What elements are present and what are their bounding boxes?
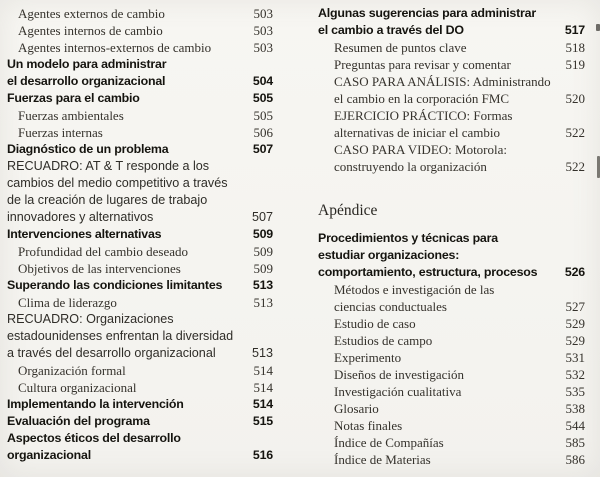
entry-title: Diseños de investigación <box>334 367 464 382</box>
toc-entry <box>7 294 273 311</box>
scan-edge-artifact <box>596 24 600 31</box>
entry-title: RECUADRO: AT & T responde a los <box>7 159 210 173</box>
entry-page-number: 586 <box>565 452 585 467</box>
entry-title: Apéndice <box>318 202 378 219</box>
toc-entry <box>7 107 273 124</box>
toc-column-left <box>7 5 273 464</box>
entry-page-number: 503 <box>253 6 273 21</box>
entry-page-number: 515 <box>252 414 273 428</box>
entry-title: construyendo la organización <box>334 159 487 174</box>
entry-title: Experimento <box>334 350 402 365</box>
entry-title: Agentes externos de cambio <box>18 6 165 21</box>
toc-entry <box>318 56 585 73</box>
toc-entry <box>318 417 585 434</box>
entry-page-number: 503 <box>253 23 273 38</box>
entry-title: Evaluación del programa <box>7 414 150 428</box>
entry-page-number: 532 <box>565 367 585 382</box>
toc-entry <box>7 379 273 396</box>
toc-entry <box>318 141 585 158</box>
toc-entry <box>7 56 273 73</box>
toc-entry <box>318 383 585 400</box>
entry-title: Preguntas para revisar y comentar <box>334 57 511 72</box>
toc-entry <box>7 328 273 345</box>
toc-entry <box>318 451 585 468</box>
entry-page-number: 585 <box>565 435 585 450</box>
toc-entry <box>7 243 273 260</box>
entry-title: Notas finales <box>334 418 403 433</box>
toc-entry <box>7 73 273 90</box>
entry-title: el cambio a través del DO <box>318 23 464 37</box>
toc-entry <box>7 209 273 226</box>
entry-title: de la creación de lugares de trabajo <box>7 193 208 207</box>
entry-title: Fuerzas internas <box>18 125 103 140</box>
entry-page-number: 506 <box>253 125 273 140</box>
toc-entry <box>318 107 585 124</box>
entry-page-number: 522 <box>565 125 585 140</box>
entry-title: Fuerzas para el cambio <box>7 91 140 105</box>
entry-page-number: 507 <box>251 210 273 224</box>
toc-entry <box>7 192 273 209</box>
toc-entry <box>7 39 273 56</box>
toc-entry <box>318 298 585 315</box>
entry-title: Agentes internos de cambio <box>18 23 163 38</box>
toc-entry <box>7 90 273 107</box>
entry-title: Diagnóstico de un problema <box>7 142 169 156</box>
entry-title: Procedimientos y técnicas para <box>318 231 498 245</box>
toc-entry <box>318 315 585 332</box>
entry-page-number: 517 <box>564 23 585 37</box>
entry-title: Estudio de caso <box>334 316 416 331</box>
entry-title: organizacional <box>7 448 91 462</box>
entry-page-number: 538 <box>565 401 585 416</box>
entry-page-number: 514 <box>253 380 273 395</box>
entry-page-number: 509 <box>253 244 273 259</box>
toc-entry <box>7 260 273 277</box>
entry-page-number: 529 <box>565 316 585 331</box>
entry-title: Resumen de puntos clave <box>334 40 467 55</box>
entry-page-number: 513 <box>252 278 273 292</box>
entry-page-number: 526 <box>564 265 585 279</box>
entry-page-number: 529 <box>565 333 585 348</box>
entry-page-number: 514 <box>253 363 273 378</box>
entry-title: Métodos e investigación de las <box>334 282 495 297</box>
entry-title: estadounidenses enfrentan la diversidad <box>7 329 234 343</box>
entry-page-number: 513 <box>251 346 273 360</box>
entry-page-number: 531 <box>565 350 585 365</box>
toc-entry <box>318 264 585 281</box>
toc-entry <box>7 22 273 39</box>
entry-title: a través del desarrollo organizacional <box>7 346 216 360</box>
entry-page-number: 520 <box>565 91 585 106</box>
toc-entry <box>318 201 585 221</box>
entry-page-number: 516 <box>252 448 273 462</box>
entry-title: CASO PARA VIDEO: Motorola: <box>334 142 507 157</box>
entry-title: innovadores y alternativos <box>7 210 154 224</box>
toc-entry <box>318 434 585 451</box>
toc-entry <box>318 39 585 56</box>
toc-entry <box>7 158 273 175</box>
entry-page-number: 509 <box>252 227 273 241</box>
toc-entry <box>318 124 585 141</box>
toc-entry <box>318 247 585 264</box>
toc-entry <box>318 332 585 349</box>
entry-page-number: 509 <box>253 261 273 276</box>
entry-title: Fuerzas ambientales <box>18 108 124 123</box>
entry-page-number: 505 <box>253 108 273 123</box>
entry-page-number: 514 <box>252 397 273 411</box>
entry-title: comportamiento, estructura, procesos <box>318 265 538 279</box>
entry-page-number: 527 <box>565 299 585 314</box>
entry-page-number: 535 <box>565 384 585 399</box>
entry-title: el cambio en la corporación FMC <box>334 91 510 106</box>
entry-title: Intervenciones alternativas <box>7 227 162 241</box>
entry-page-number: 505 <box>252 91 273 105</box>
entry-title: Índice de Materias <box>334 452 431 467</box>
entry-title: Objetivos de las intervenciones <box>18 261 181 276</box>
entry-title: EJERCICIO PRÁCTICO: Formas <box>334 108 513 123</box>
toc-entry <box>318 22 585 39</box>
entry-page-number: 519 <box>565 57 585 72</box>
toc-entry <box>7 413 273 430</box>
entry-title: Clima de liderazgo <box>18 295 117 310</box>
toc-entry <box>7 396 273 413</box>
toc-column-right <box>318 5 585 468</box>
entry-title: estudiar organizaciones: <box>318 248 460 262</box>
entry-title: cambios del medio competitivo a través <box>7 176 228 190</box>
toc-entry <box>7 124 273 141</box>
entry-title: Organización formal <box>18 363 126 378</box>
entry-title: CASO PARA ANÁLISIS: Administrando <box>334 74 551 89</box>
entry-page-number: 518 <box>565 40 585 55</box>
toc-entry <box>7 430 273 447</box>
entry-page-number: 504 <box>252 74 273 88</box>
toc-entry <box>7 5 273 22</box>
entry-page-number: 503 <box>253 40 273 55</box>
toc-entry <box>318 230 585 247</box>
entry-page-number: 522 <box>565 159 585 174</box>
toc-entry <box>318 90 585 107</box>
entry-title: Glosario <box>334 401 379 416</box>
entry-page-number: 513 <box>253 295 273 310</box>
entry-title: alternativas de iniciar el cambio <box>334 125 501 140</box>
toc-entry <box>318 366 585 383</box>
entry-title: Agentes internos-externos de cambio <box>18 40 212 55</box>
toc-entry <box>318 73 585 90</box>
toc-entry <box>318 349 585 366</box>
entry-title: el desarrollo organizacional <box>7 74 166 88</box>
toc-entry <box>7 362 273 379</box>
entry-title: Un modelo para administrar <box>7 57 167 71</box>
toc-entry <box>318 5 585 22</box>
entry-title: Índice de Compañías <box>334 435 444 450</box>
entry-page-number: 507 <box>252 142 273 156</box>
toc-entry <box>318 400 585 417</box>
toc-entry <box>7 175 273 192</box>
entry-title: RECUADRO: Organizaciones <box>7 312 174 326</box>
entry-title: Estudios de campo <box>334 333 433 348</box>
toc-entry <box>7 277 273 294</box>
entry-title: Aspectos éticos del desarrollo <box>7 431 181 445</box>
entry-title: Implementando la intervención <box>7 397 184 411</box>
entry-title: Profundidad del cambio deseado <box>18 244 189 259</box>
entry-title: Investigación cualitativa <box>334 384 462 399</box>
entry-title: ciencias conductuales <box>334 299 447 314</box>
toc-entry <box>7 141 273 158</box>
entry-title: Cultura organizacional <box>18 380 137 395</box>
entry-title: Superando las condiciones limitantes <box>7 278 223 292</box>
entry-title: Algunas sugerencias para administrar <box>318 6 536 20</box>
entry-page-number: 544 <box>565 418 585 433</box>
toc-entry <box>318 281 585 298</box>
toc-entry <box>7 345 273 362</box>
toc-entry <box>318 158 585 175</box>
toc-entry <box>7 226 273 243</box>
toc-entry <box>7 311 273 328</box>
toc-entry <box>7 447 273 464</box>
